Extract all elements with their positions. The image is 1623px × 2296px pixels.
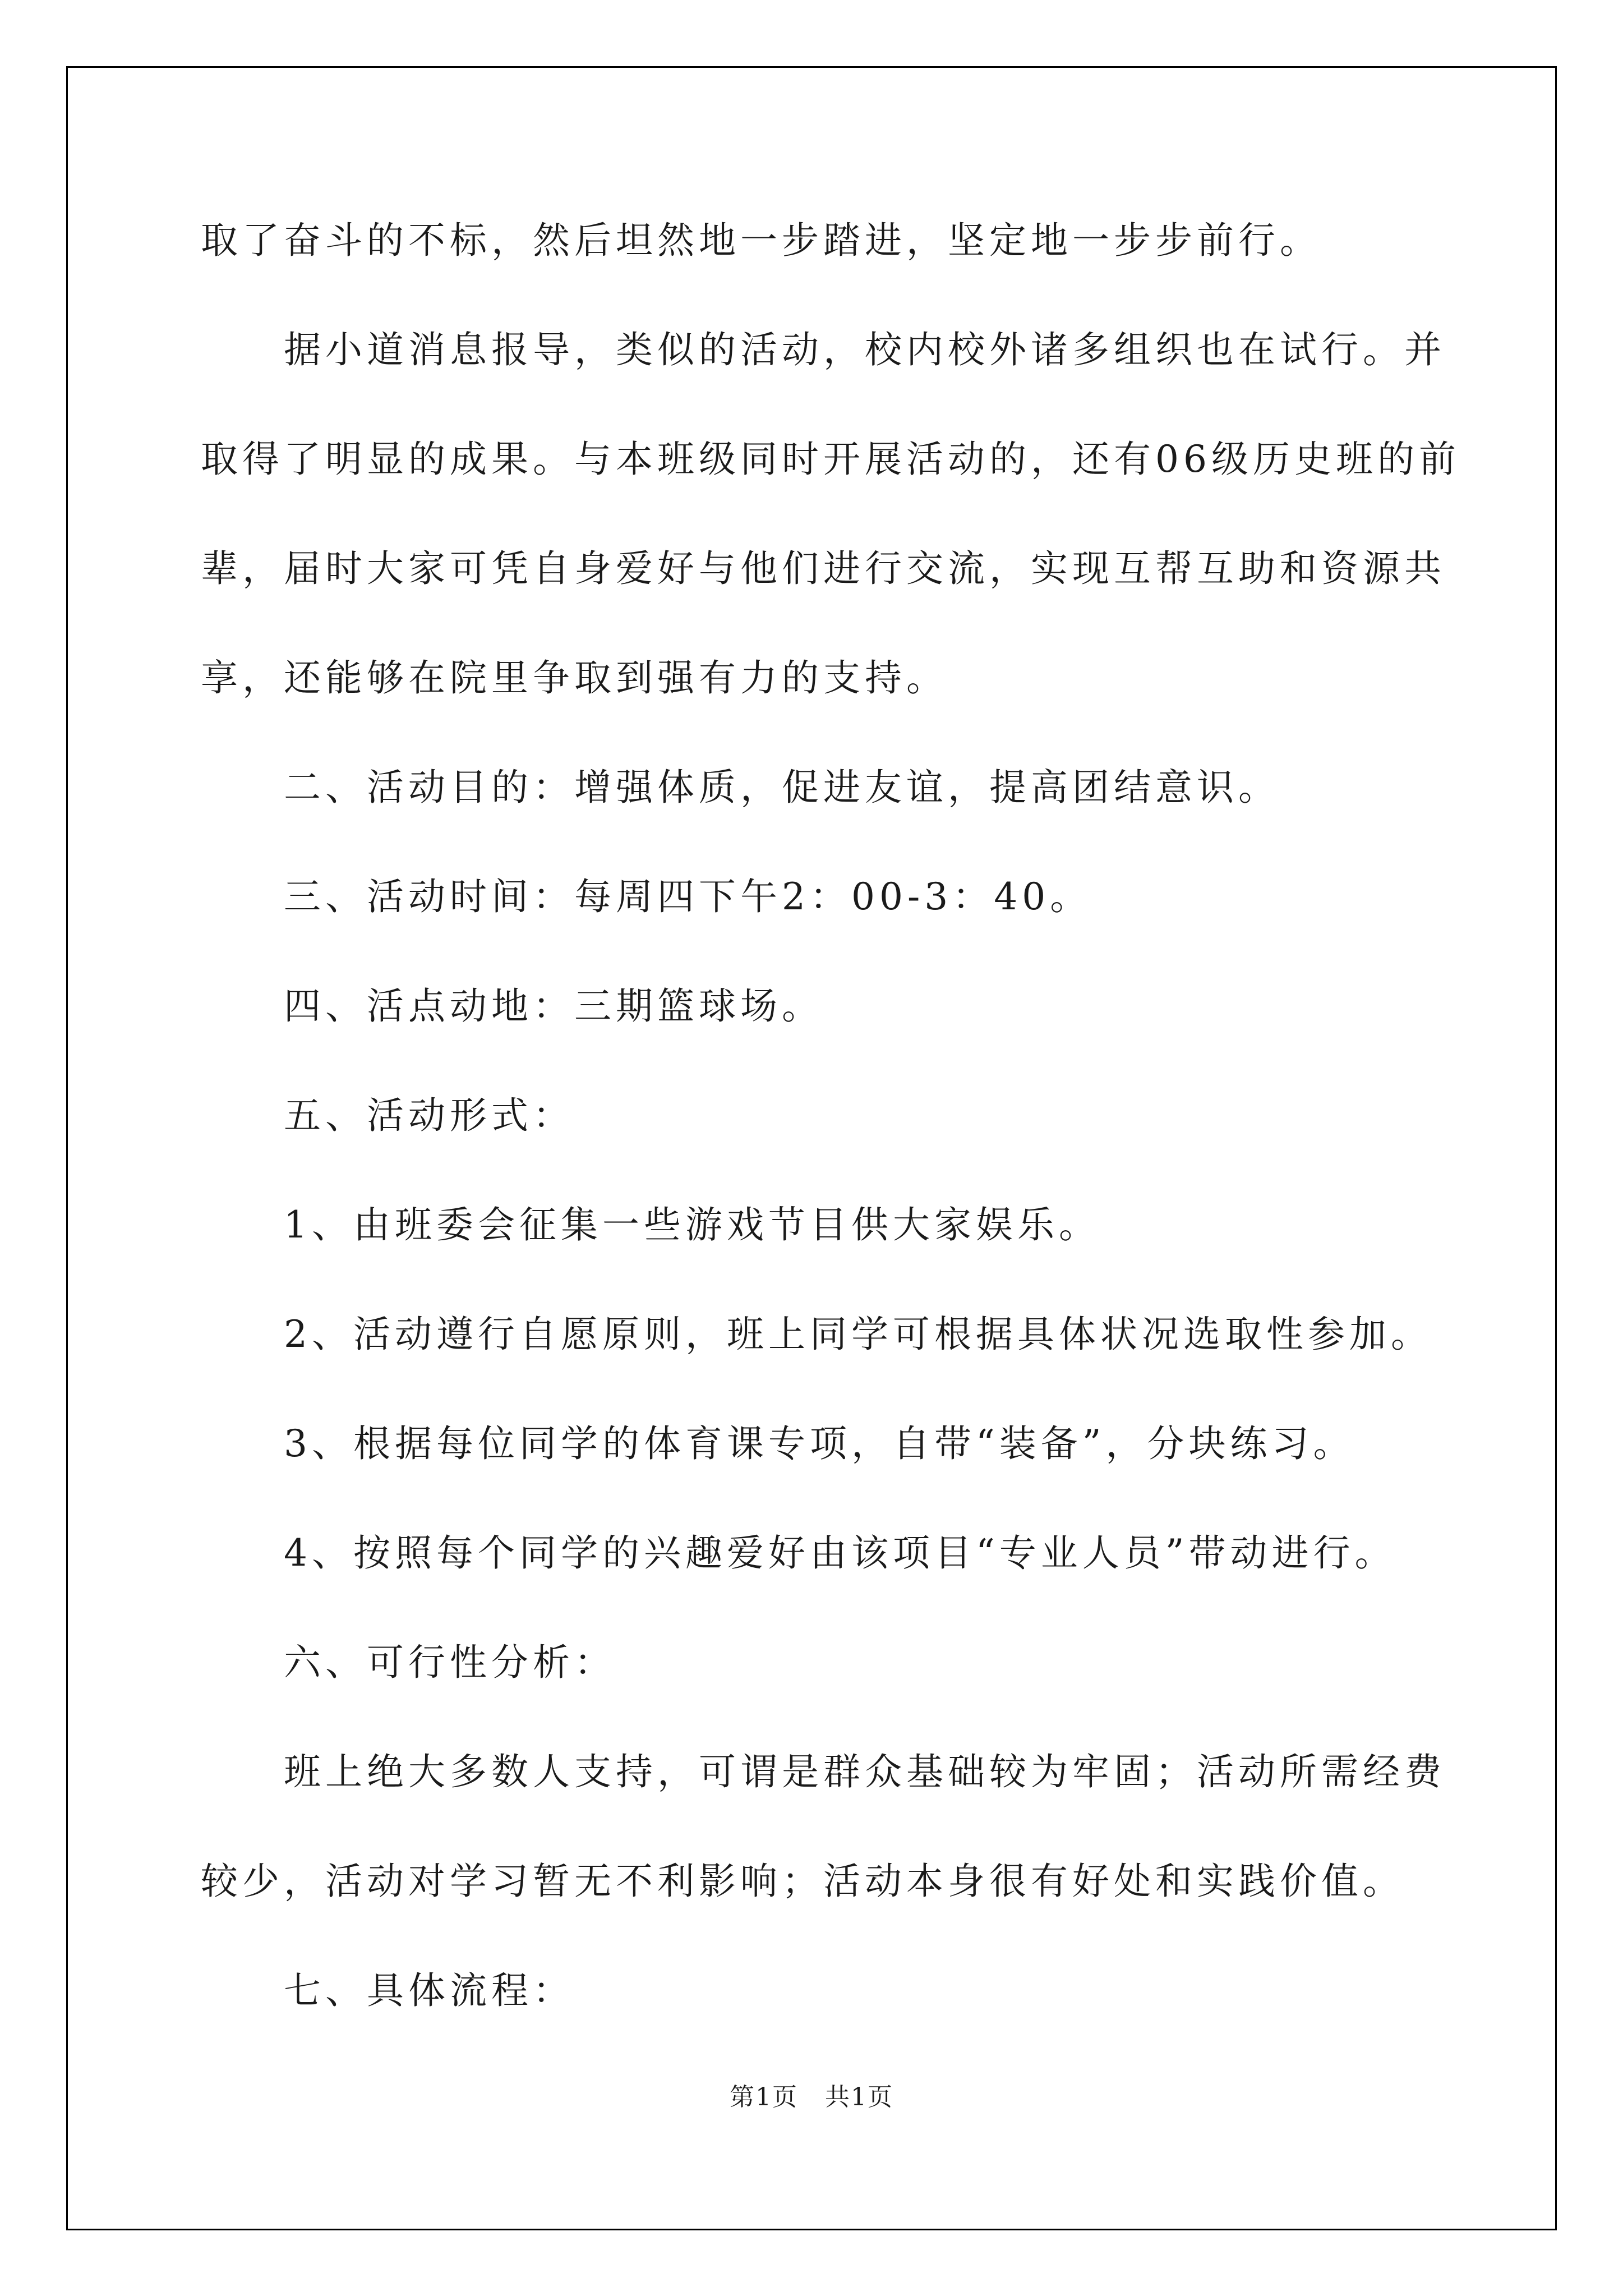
text-line: 取了奋斗的不标，然后坦然地一步踏进，坚定地一步步前行。 bbox=[201, 219, 1321, 262]
text-line: 三、活动时间：每周四下午2：00-3：40。 bbox=[284, 875, 1092, 918]
text-line: 七、具体流程： bbox=[284, 1969, 574, 2012]
text-line: 2、活动遵行自愿原则，班上同学可根据具体状况选取性参加。 bbox=[284, 1313, 1432, 1356]
page-footer: 第1页 共1页 bbox=[730, 2083, 893, 2111]
text-line: 3、根据每位同学的体育课专项，自带“装备”，分块练习。 bbox=[284, 1422, 1355, 1465]
text-line: 享，还能够在院里争取到强有力的支持。 bbox=[201, 656, 948, 700]
text-line: 据小道消息报导，类似的活动，校内校外诸多组织也在试行。并 bbox=[284, 328, 1446, 371]
text-line: 较少，活动对学习暂无不利影响；活动本身很有好处和实践价值。 bbox=[201, 1860, 1404, 1903]
text-line: 六、可行性分析： bbox=[284, 1641, 616, 1684]
text-line: 1、由班委会征集一些游戏节目供大家娱乐。 bbox=[284, 1203, 1100, 1246]
text-line: 4、按照每个同学的兴趣爱好由该项目“专业人员”带动进行。 bbox=[284, 1531, 1396, 1575]
text-line: 四、活点动地：三期篮球场。 bbox=[284, 984, 823, 1028]
text-line: 班上绝大多数人支持，可谓是群众基础较为牢固；活动所需经费 bbox=[284, 1750, 1446, 1793]
page-border bbox=[66, 66, 1557, 2230]
text-line: 取得了明显的成果。与本班级同时开展活动的，还有06级历史班的前 bbox=[201, 438, 1460, 481]
text-line: 辈，届时大家可凭自身爱好与他们进行交流，实现互帮互助和资源共 bbox=[201, 547, 1446, 590]
text-line: 二、活动目的：增强体质，促进友谊，提高团结意识。 bbox=[284, 766, 1280, 809]
text-line: 五、活动形式： bbox=[284, 1094, 574, 1137]
